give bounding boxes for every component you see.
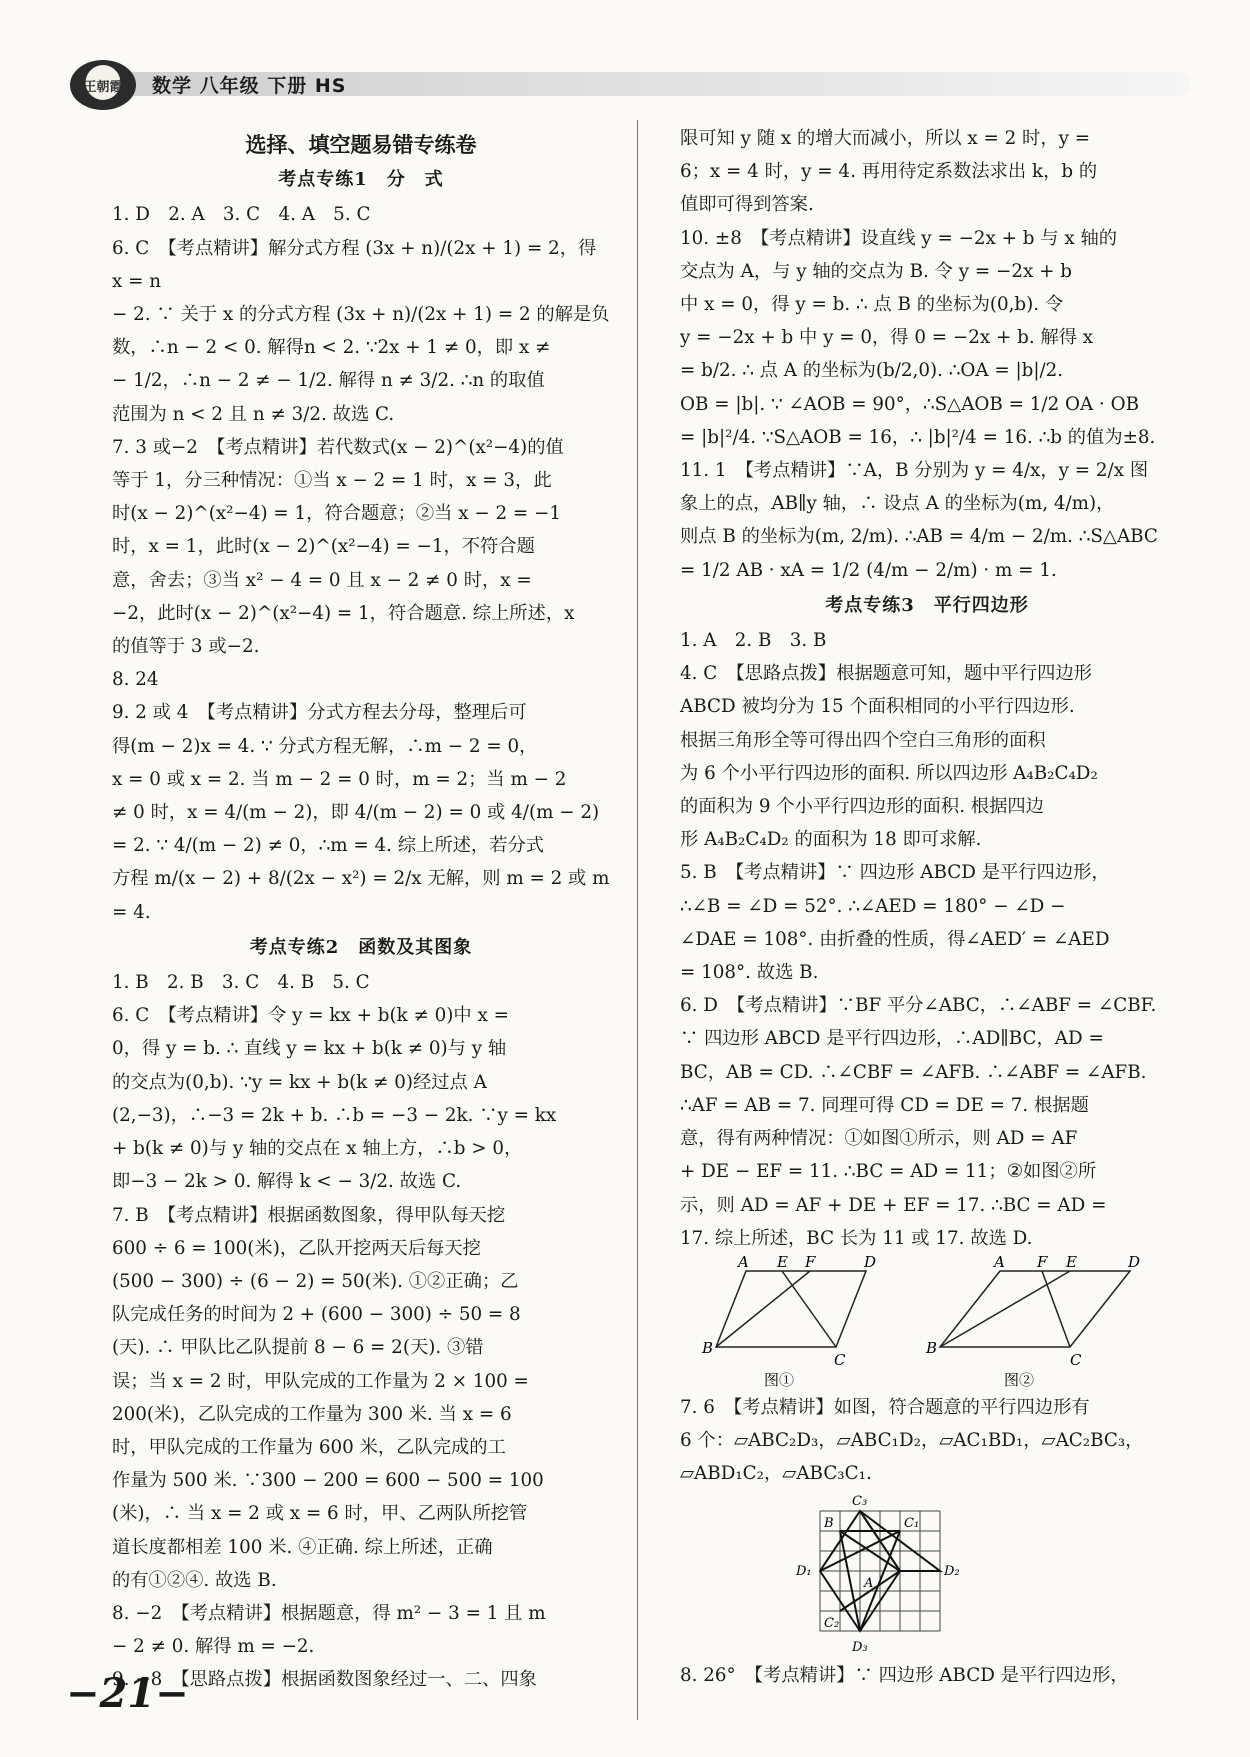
text-line: 为 6 个小平行四边形的面积. 所以四边形 A₄B₂C₄D₂ <box>680 762 1098 784</box>
text-line: 道长度都相差 100 米. ④正确. 综上所述，正确 <box>112 1536 493 1558</box>
text-line: + DE − EF = 11. ∴BC = AD = 11；②如图②所 <box>680 1161 1097 1183</box>
text-line: 8. 26° 【考点精讲】∵ 四边形 ABCD 是平行四边形， <box>680 1664 1129 1686</box>
page-header <box>70 60 1190 106</box>
text-line: 示，则 AD = AF + DE + EF = 17. ∴BC = AD = <box>680 1194 1107 1216</box>
text-line: 8. −2 【考点精讲】根据题意，得 m² − 3 = 1 且 m <box>112 1602 546 1624</box>
text-line: 意，舍去；③当 x² − 4 = 0 且 x − 2 ≠ 0 时，x = <box>112 569 532 591</box>
text-line: 0，得 y = b. ∴ 直线 y = kx + b(k ≠ 0)与 y 轴 <box>112 1038 507 1060</box>
text-line: 的值等于 3 或−2. <box>112 636 260 658</box>
text-line: (天). ∴ 甲队比乙队提前 8 − 6 = 2(天). ③错 <box>112 1337 484 1359</box>
text-line: 11. 1 【考点精讲】∵A，B 分别为 y = 4/x，y = 2/x 图 <box>680 460 1149 482</box>
text-line: 6；x = 4 时，y = 4. 再用待定系数法求出 k，b 的 <box>680 161 1098 183</box>
text-line: 1. A 2. B 3. B <box>680 630 827 652</box>
section-heading: 考点专练3 平行四边形 <box>825 594 1029 616</box>
text-line: 6. C 【考点精讲】解分式方程 (3x + n)/(2x + 1) = 2，得 x = n <box>112 237 597 292</box>
fig1-caption: 图① <box>764 1370 795 1389</box>
text-line: ∵ 四边形 ABCD 是平行四边形，∴AD∥BC，AD = <box>680 1028 1104 1050</box>
grid-figure-wrap <box>680 1491 1174 1659</box>
text-line: 误；当 x = 2 时，甲队完成的工作量为 2 × 100 = <box>112 1370 529 1392</box>
text-line: 9. 2 或 4 【考点精讲】分式方程去分母，整理后可 <box>112 702 527 724</box>
text-line: x = 0 或 x = 2. 当 m − 2 = 0 时，m = 2；当 m − 2 <box>112 768 567 790</box>
text-line: 象上的点，AB∥y 轴，∴ 设点 A 的坐标为(m, 4/m)， <box>680 493 1115 515</box>
text-line: 方程 m/(x − 2) + 8/(2x − x²) = 2/x 无解，则 m = 2 或 m <box>112 868 610 890</box>
text-line: 7. 3 或−2 【考点精讲】若代数式(x − 2)^(x²−4)的值 <box>112 436 564 458</box>
text-line: 数，∴n − 2 < 0. 解得n < 2. ∵2x + 1 ≠ 0，即 x ≠ <box>112 337 551 359</box>
text-line: ≠ 0 时，x = 4/(m − 2)，即 4/(m − 2) = 0 或 4/(m − 2) <box>112 802 600 824</box>
text-line: 17. 综上所述，BC 长为 11 或 17. 故选 D. <box>680 1227 1033 1249</box>
text-line: 7. 6 【考点精讲】如图，符合题意的平行四边形有 <box>680 1396 1090 1418</box>
text-line: − 2. ∵ 关于 x 的分式方程 (3x + n)/(2x + 1) = 2 的解是负 <box>112 304 610 326</box>
text-line: 1. B 2. B 3. C 4. B 5. C <box>112 972 370 994</box>
fig2-label-E: E <box>1066 1254 1077 1271</box>
text-line: 中 x = 0，得 y = b. ∴ 点 B 的坐标为(0,b). 令 <box>680 294 1064 316</box>
grid-label-C1: C₁ <box>904 1515 920 1531</box>
text-line: = 4. <box>112 901 151 923</box>
page-number: −21− <box>66 1670 189 1717</box>
fig1-label-E: E <box>777 1254 788 1271</box>
text-line: 4. C 【思路点拨】根据题意可知，题中平行四边形 <box>680 663 1093 685</box>
text-line: 意，得有两种情况：①如图①所示，则 AD = AF <box>680 1128 1078 1150</box>
text-line: BC，AB = CD. ∴∠CBF = ∠AFB. ∴∠ABF = ∠AFB. <box>680 1061 1147 1083</box>
text-line: 1. D 2. A 3. C 4. A 5. C <box>112 204 371 226</box>
text-line: ∠DAE = 108°. 由折叠的性质，得∠AED′ = ∠AED <box>680 928 1110 950</box>
section-heading: 考点专练2 函数及其图象 <box>249 936 473 958</box>
text-line: 9. −8 【思路点拨】根据函数图象经过一、二、四象 <box>112 1669 537 1691</box>
fig2-label-D: D <box>1128 1254 1141 1271</box>
text-line: 时，x = 1，此时(x − 2)^(x²−4) = −1，不符合题 <box>112 536 535 558</box>
text-line: − 2 ≠ 0. 解得 m = −2. <box>112 1636 315 1658</box>
text-line: = b/2. ∴ 点 A 的坐标为(b/2,0). ∴OA = |b|/2. <box>680 360 1064 382</box>
text-line: = |b|²/4. ∵S△AOB = 16，∴ |b|²/4 = 16. ∴b 的值为±8. <box>680 426 1156 448</box>
text-line: 200(米)，乙队完成的工作量为 300 米. 当 x = 6 <box>112 1403 512 1425</box>
text-line: 时，甲队完成的工作量为 600 米，乙队完成的工 <box>112 1436 506 1458</box>
fig2-label-A: A <box>994 1254 1005 1271</box>
text-line: 6. C 【考点精讲】令 y = kx + b(k ≠ 0)中 x = <box>112 1005 509 1027</box>
grid-label-C3: C₃ <box>852 1493 868 1509</box>
fig2-caption: 图② <box>1004 1370 1035 1389</box>
text-line: 值即可得到答案. <box>680 194 814 216</box>
text-line: 时(x − 2)^(x²−4) = 1，符合题意；②当 x − 2 = −1 <box>112 503 561 525</box>
section-heading: 选择、填空题易错专练卷 <box>245 132 477 157</box>
fig2-label-F: F <box>1037 1254 1048 1271</box>
publisher-logo <box>70 60 136 110</box>
logo-text: 王朝霞 <box>83 79 123 95</box>
text-line: 600 ÷ 6 = 100(米)，乙队开挖两天后每天挖 <box>112 1237 481 1259</box>
text-line: 8. 24 <box>112 669 159 691</box>
fig1-label-B: B <box>702 1338 714 1357</box>
text-line: 的面积为 9 个小平行四边形的面积. 根据四边 <box>680 796 1044 818</box>
fig2-label-C: C <box>1070 1350 1082 1369</box>
text-line: 6. D 【考点精讲】∵BF 平分∠ABC，∴∠ABF = ∠CBF. <box>680 995 1157 1017</box>
grid-figure <box>790 1491 990 1659</box>
text-line: 交点为 A，与 y 轴的交点为 B. 令 y = −2x + b <box>680 260 1072 282</box>
text-line: ABCD 被均分为 15 个面积相同的小平行四边形. <box>680 696 1075 718</box>
text-line: = 2. ∵ 4/(m − 2) ≠ 0，∴m = 4. 综上所述，若分式 <box>112 835 545 857</box>
text-line: (米)，∴ 当 x = 2 或 x = 6 时，甲、乙两队所挖管 <box>112 1503 528 1525</box>
text-line: 的有①②④. 故选 B. <box>112 1569 277 1591</box>
grid-label-D2: D₂ <box>944 1563 960 1579</box>
text-line: 等于 1，分三种情况：①当 x − 2 = 1 时，x = 3，此 <box>112 470 552 492</box>
text-line: 作量为 500 米. ∵300 − 200 = 600 − 500 = 100 <box>112 1470 544 1492</box>
text-line: 根据三角形全等可得出四个空白三角形的面积 <box>680 729 1046 751</box>
fig1-label-F: F <box>805 1254 816 1271</box>
column-divider <box>637 120 638 1720</box>
grid-label-A: A <box>864 1575 874 1591</box>
fig1-label-C: C <box>834 1350 846 1369</box>
text-line: 6 个：▱ABC₂D₃，▱ABC₁D₂，▱AC₁BD₁，▱AC₂BC₃， <box>680 1430 1144 1452</box>
text-line: ▱ABD₁C₂，▱ABC₃C₁. <box>680 1463 872 1485</box>
fig1-label-D: D <box>864 1254 877 1271</box>
grid-label-D3: D₃ <box>852 1639 868 1655</box>
grid-label-B: B <box>824 1515 834 1531</box>
grid-label-C2: C₂ <box>824 1615 840 1631</box>
figure-2 <box>920 1255 1160 1391</box>
text-line: (500 − 300) ÷ (6 − 2) = 50(米). ①②正确；乙 <box>112 1270 519 1292</box>
grid-label-D1: D₁ <box>796 1563 812 1579</box>
text-line: 则点 B 的坐标为(m, 2/m). ∴AB = 4/m − 2/m. ∴S△ABC <box>680 526 1158 548</box>
text-line: 即−3 − 2k > 0. 解得 k < − 3/2. 故选 C. <box>112 1171 462 1193</box>
fig2-label-B: B <box>926 1338 938 1357</box>
figures-parallelograms <box>680 1255 1174 1391</box>
book-title: 数学 八年级 下册 HS <box>152 75 347 97</box>
text-line: 形 A₄B₂C₄D₂ 的面积为 18 即可求解. <box>680 829 982 851</box>
text-line: 的交点为(0,b). ∵y = kx + b(k ≠ 0)经过点 A <box>112 1071 487 1093</box>
text-line: = 1/2 AB · xA = 1/2 (4/m − 2/m) · m = 1. <box>680 559 1057 581</box>
text-line: y = −2x + b 中 y = 0，得 0 = −2x + b. 解得 x <box>680 327 1094 349</box>
text-line: = 108°. 故选 B. <box>680 962 819 984</box>
text-line: − 1/2，∴n − 2 ≠ − 1/2. 解得 n ≠ 3/2. ∴n 的取值 <box>112 370 545 392</box>
text-line: ∴AF = AB = 7. 同理可得 CD = DE = 7. 根据题 <box>680 1094 1089 1116</box>
text-line: 5. B 【考点精讲】∵ 四边形 ABCD 是平行四边形， <box>680 862 1110 884</box>
text-line: −2，此时(x − 2)^(x²−4) = 1，符合题意. 综上所述，x <box>112 602 575 624</box>
text-line: 10. ±8 【考点精讲】设直线 y = −2x + b 与 x 轴的 <box>680 227 1118 249</box>
text-line: (2,−3)，∴−3 = 2k + b. ∴b = −3 − 2k. ∵y = kx <box>112 1104 557 1126</box>
text-line: 得(m − 2)x = 4. ∵ 分式方程无解，∴m − 2 = 0， <box>112 735 538 757</box>
text-line: OB = |b|. ∵ ∠AOB = 90°，∴S△AOB = 1/2 OA · OB <box>680 393 1140 415</box>
right-column <box>680 122 1174 1692</box>
text-line: ∴∠B = ∠D = 52°. ∴∠AED = 180° − ∠D − <box>680 895 1066 917</box>
text-line: 7. B 【考点精讲】根据函数图象，得甲队每天挖 <box>112 1204 506 1226</box>
text-line: + b(k ≠ 0)与 y 轴的交点在 x 轴上方，∴b > 0， <box>112 1138 523 1160</box>
text-line: 队完成任务的时间为 2 + (600 − 300) ÷ 50 = 8 <box>112 1304 521 1326</box>
figure-1 <box>680 1255 900 1391</box>
text-line: 范围为 n < 2 且 n ≠ 3/2. 故选 C. <box>112 403 395 425</box>
fig1-label-A: A <box>738 1254 749 1271</box>
section-heading: 考点专练1 分 式 <box>278 169 444 191</box>
text-line: 限可知 y 随 x 的增大而减小，所以 x = 2 时，y = <box>680 128 1091 149</box>
left-column <box>112 122 610 1697</box>
